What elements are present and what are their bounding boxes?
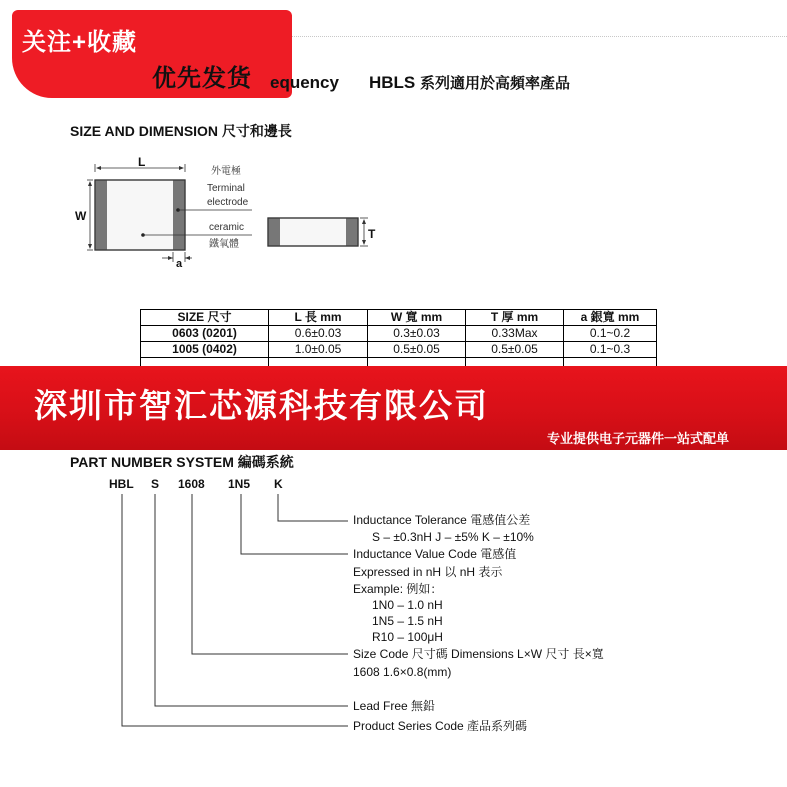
terminal-label-2: electrode [207, 197, 249, 208]
promo-follow-text[interactable]: 关注+收藏 [22, 29, 138, 56]
cell-width: 0.5±0.05 [368, 342, 466, 358]
pn-segment-value: 1N5 [228, 477, 251, 491]
dim-label-T: T [368, 227, 376, 241]
cell-width: 0.3±0.03 [368, 326, 466, 342]
cell-thickness: 0.5±0.05 [466, 342, 564, 358]
part-number-title-en: PART NUMBER SYSTEM [70, 454, 234, 470]
terminal-label-1: Terminal [207, 183, 245, 194]
connector-series [122, 494, 348, 726]
col-thickness: T 厚 mm [466, 310, 564, 326]
cell-size: 0603 (0201) [141, 326, 269, 342]
ceramic-label: ceramic [209, 222, 245, 233]
part-number-title-cn: 編碼系統 [237, 454, 294, 470]
cell-length: 1.0±0.05 [269, 342, 368, 358]
connector-value [241, 494, 348, 554]
connector-leadfree [155, 494, 348, 706]
value-code-label: Inductance Value Code 電感值 [353, 547, 517, 561]
col-silver-width: a 銀寬 mm [564, 310, 657, 326]
pn-segment-leadfree: S [151, 477, 160, 491]
series-code-label: Product Series Code 產品系列碼 [353, 719, 528, 733]
tolerance-label: Inductance Tolerance 電感值公差 [353, 513, 531, 527]
cell-silver-width: 0.1~0.2 [564, 326, 657, 342]
size-title-cn: 尺寸和邊長 [221, 123, 292, 139]
ceramic-cn-label: 鐵氧體 [209, 239, 239, 250]
size-code-example: 1608 1.6×0.8(mm) [353, 665, 452, 679]
company-name: 深圳市智汇芯源科技有限公司 [34, 387, 489, 424]
col-size: SIZE 尺寸 [141, 310, 269, 326]
heading-partial: equency [270, 73, 339, 92]
value-code-example: Example: 例如： [353, 582, 443, 596]
heading-series-cn: 系列適用於高頻率產品 [420, 75, 571, 92]
heading-series: HBLS [368, 73, 416, 92]
cell-thickness: 0.33Max [466, 326, 564, 342]
connector-tolerance [278, 494, 348, 521]
value-example-3: R10 – 100μH [372, 630, 443, 644]
pn-segment-series: HBL [109, 477, 134, 491]
connector-size [192, 494, 348, 654]
dim-label-L: L [138, 155, 146, 169]
value-example-1: 1N0 – 1.0 nH [372, 598, 443, 612]
cell-silver-width: 0.1~0.3 [564, 342, 657, 358]
col-width: W 寬 mm [368, 310, 466, 326]
pn-segment-tolerance: K [274, 477, 283, 491]
company-slogan: 专业提供电子元器件一站式配单 [546, 431, 729, 446]
size-title-en: SIZE AND DIMENSION [70, 123, 219, 139]
size-code-label: Size Code 尺寸碼 Dimensions L×W 尺寸 長×寬 [353, 647, 604, 661]
cell-length: 0.6±0.03 [269, 326, 368, 342]
dim-label-W: W [75, 209, 87, 223]
pn-segment-size: 1608 [178, 477, 205, 491]
outer-electrode-cn: 外電極 [211, 166, 241, 177]
col-length: L 長 mm [269, 310, 368, 326]
lead-free-label: Lead Free 無鉛 [353, 699, 436, 713]
value-code-expressed: Expressed in nH 以 nH 表示 [353, 565, 503, 579]
tolerance-values: S – ±0.3nH J – ±5% K – ±10% [372, 530, 534, 544]
dim-label-a: a [176, 258, 183, 270]
promo-priority-text[interactable]: 优先发货 [152, 65, 252, 92]
value-example-2: 1N5 – 1.5 nH [372, 614, 443, 628]
cell-size: 1005 (0402) [141, 342, 269, 358]
